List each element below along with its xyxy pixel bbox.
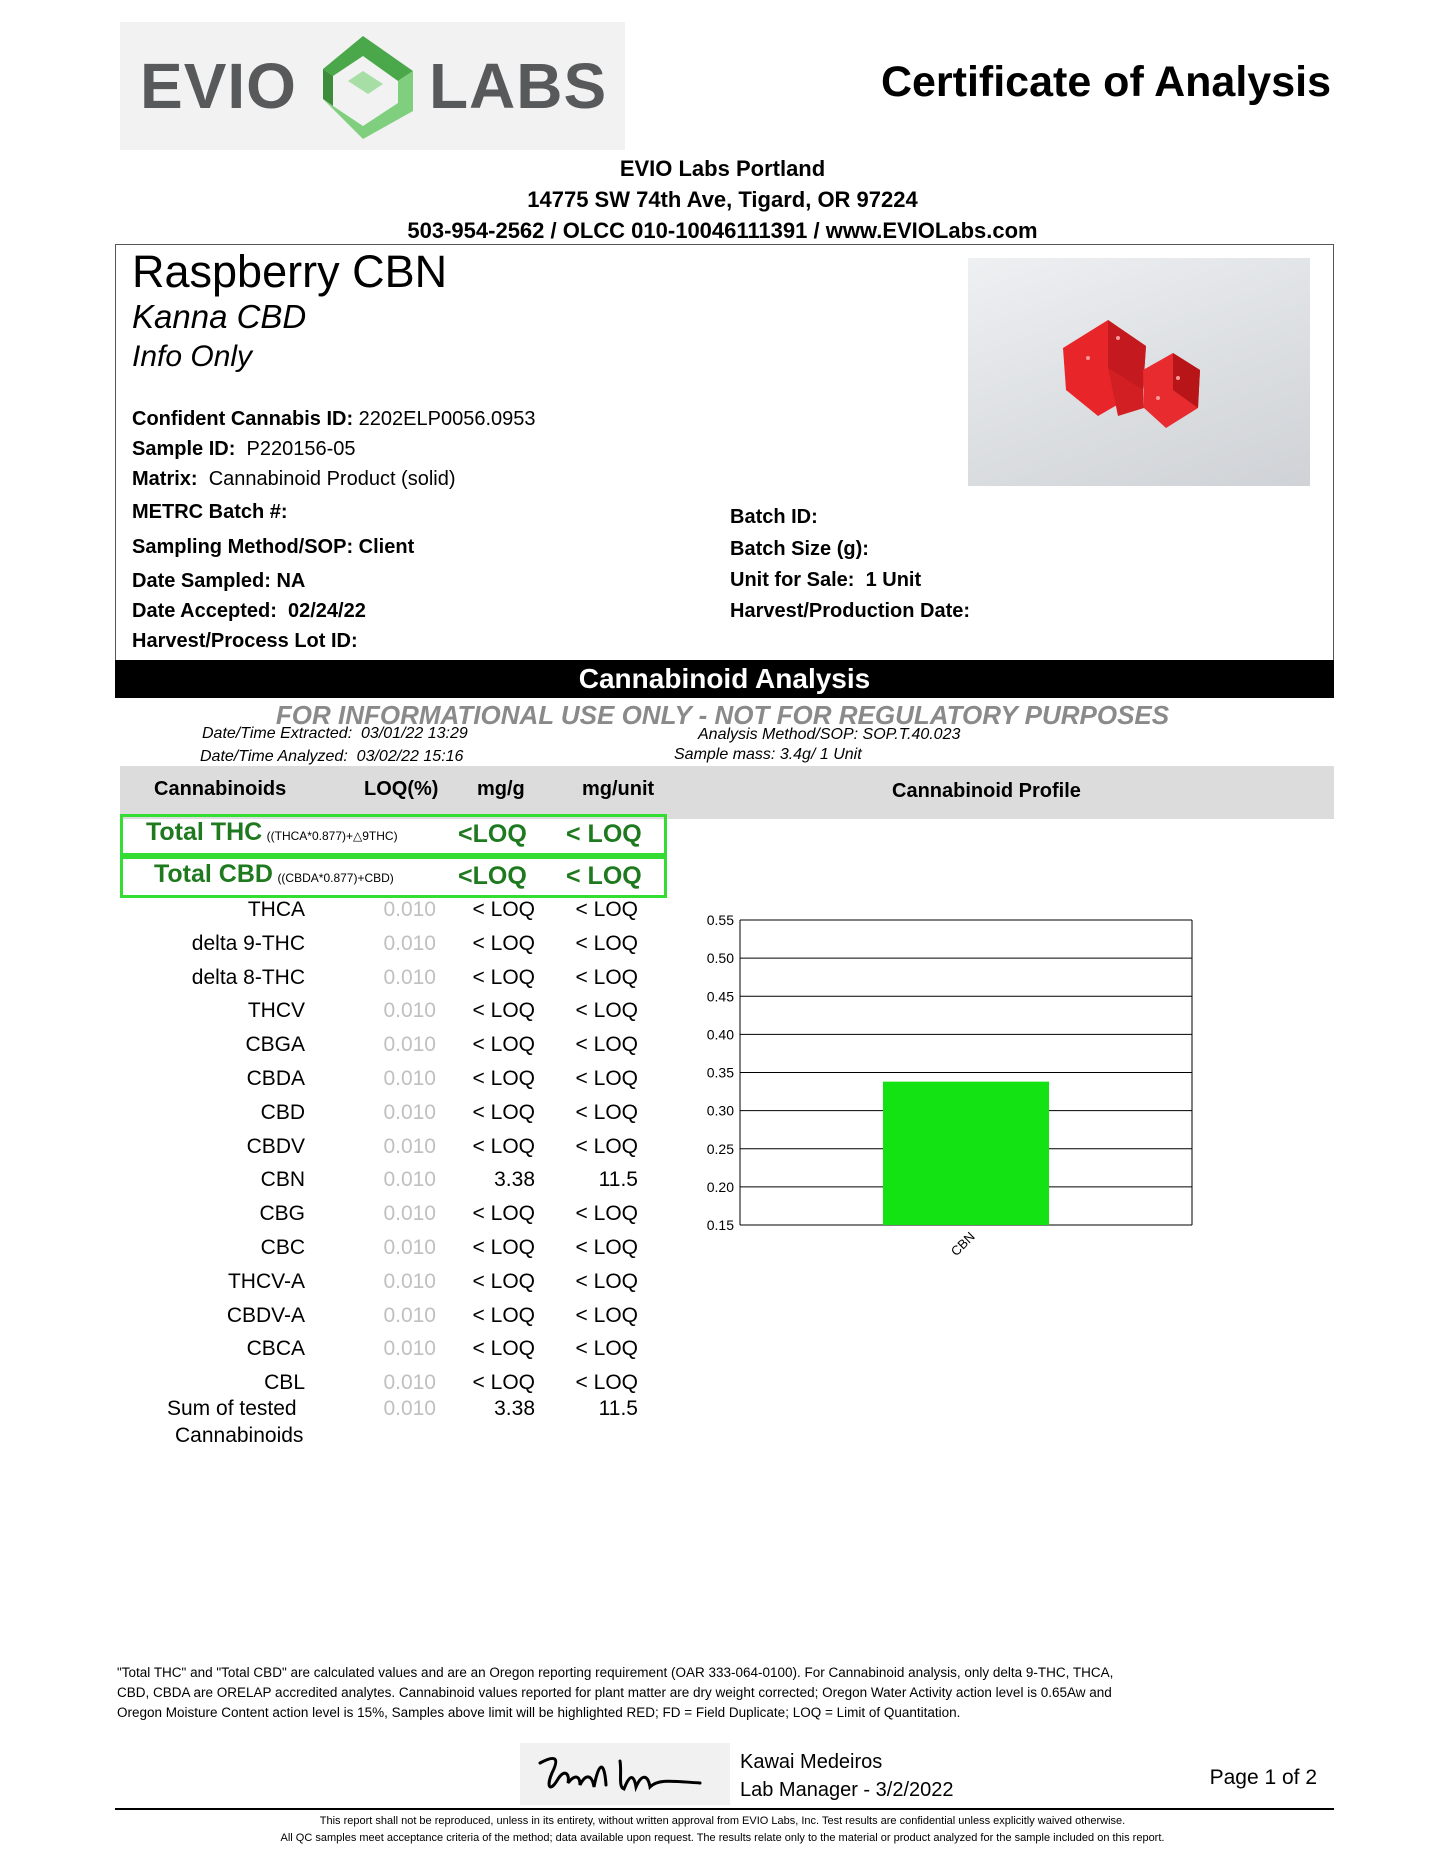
- footer-divider: [115, 1808, 1334, 1810]
- signature-icon: [520, 1743, 730, 1805]
- signer-block: [740, 1748, 954, 1804]
- sum-mg-g: 3.38: [494, 1397, 535, 1420]
- row-mg-g: < LOQ: [472, 1202, 535, 1225]
- row-mg-g: 3.38: [494, 1168, 535, 1191]
- lab-address: 14775 SW 74th Ave, Tigard, OR 97224: [527, 187, 918, 212]
- header-loq: LOQ(%): [364, 778, 439, 800]
- row-mg-unit: < LOQ: [575, 1202, 638, 1225]
- row-cannabinoid-name: CBL: [264, 1371, 305, 1394]
- total-thc-mg-g: <LOQ: [458, 820, 527, 848]
- chart-ytick-label: 0.20: [706, 1178, 734, 1195]
- chart-bar-cbn: [883, 1082, 1049, 1225]
- sum-label-line-2: Cannabinoids: [175, 1424, 304, 1447]
- row-cannabinoid-name: CBC: [260, 1236, 305, 1259]
- analysis-method: Analysis Method/SOP: SOP.T.40.023: [698, 726, 961, 743]
- row-cannabinoid-name: THCA: [247, 898, 305, 921]
- header-profile: Cannabinoid Profile: [892, 780, 1081, 802]
- total-thc-mg-unit: < LOQ: [566, 820, 642, 848]
- row-mg-unit: < LOQ: [575, 999, 638, 1022]
- chart-ytick-label: 0.25: [706, 1140, 734, 1157]
- row-loq: 0.010: [383, 1337, 436, 1360]
- sample-mass: Sample mass: 3.4g/ 1 Unit: [674, 746, 862, 763]
- row-mg-g: < LOQ: [472, 1101, 535, 1124]
- row-loq: 0.010: [383, 1202, 436, 1225]
- document-title: Certificate of Analysis: [880, 58, 1331, 106]
- row-mg-unit: 11.5: [598, 1168, 638, 1191]
- sampling-field: Sampling Method/SOP: Client: [132, 536, 415, 558]
- product-status: Info Only: [132, 340, 253, 373]
- chart-ytick-label: 0.40: [706, 1026, 734, 1043]
- row-cannabinoid-name: THCV: [247, 999, 305, 1022]
- row-cannabinoid-name: CBDV: [246, 1135, 305, 1158]
- row-cannabinoid-name: CBDV-A: [226, 1304, 305, 1327]
- sample-id-field: Sample ID: P220156-05: [132, 438, 356, 460]
- row-mg-unit: < LOQ: [575, 1337, 638, 1360]
- analysis-banner: Cannabinoid Analysis: [115, 660, 1334, 698]
- row-mg-g: < LOQ: [472, 1304, 535, 1327]
- row-mg-g: < LOQ: [472, 1033, 535, 1056]
- row-cannabinoid-name: THCV-A: [227, 1270, 305, 1293]
- row-cannabinoid-name: delta 9-THC: [191, 932, 305, 955]
- logo-text-right: LABS: [428, 50, 608, 122]
- row-loq: 0.010: [383, 1270, 436, 1293]
- row-mg-unit: < LOQ: [575, 1236, 638, 1259]
- cc-id-field: Confident Cannabis ID: 2202ELP0056.0953: [132, 408, 536, 430]
- logo: [120, 22, 625, 150]
- header-mg-g: mg/g: [477, 778, 525, 800]
- total-cbd-mg-unit: < LOQ: [566, 862, 642, 890]
- signer-name: Kawai Medeiros: [740, 1751, 883, 1773]
- chart-ytick-label: 0.45: [706, 988, 734, 1005]
- row-loq: 0.010: [383, 1135, 436, 1158]
- footnote: "Total THC" and "Total CBD" are calculated values and are an Oregon reporting requirement (OAR 333-064-0100). For Cannabinoid analysis, only delta 9-THC, THCA, CBD, CBDA are ORELAP accredited analytes. Cannabinoid values reported for plant matter are dry weight corrected; Oregon Water Activity action level is 0.65Aw and Oregon Moisture Content action level is 15%, Samples above limit will be highlighted RED; FD = Field Duplicate; LOQ = Limit of Quantitation.: [117, 1665, 1114, 1720]
- row-mg-g: < LOQ: [472, 999, 535, 1022]
- row-loq: 0.010: [383, 898, 436, 921]
- lab-contact: 503-954-2562 / OLCC 010-10046111391 / www.EVIOLabs.com: [407, 218, 1038, 243]
- row-loq: 0.010: [383, 1168, 436, 1191]
- batch-id-field: Batch ID:: [730, 506, 818, 528]
- row-loq: 0.010: [383, 966, 436, 989]
- harvest-date-field: Harvest/Production Date:: [730, 600, 971, 622]
- row-mg-g: < LOQ: [472, 1337, 535, 1360]
- gummy-image-icon: [968, 258, 1310, 486]
- row-mg-unit: < LOQ: [575, 898, 638, 921]
- date-accepted-field: Date Accepted: 02/24/22: [132, 600, 366, 622]
- row-mg-g: < LOQ: [472, 1135, 535, 1158]
- row-mg-unit: < LOQ: [575, 1101, 638, 1124]
- row-loq: 0.010: [383, 1033, 436, 1056]
- row-mg-g: < LOQ: [472, 1270, 535, 1293]
- informational-notice: FOR INFORMATIONAL USE ONLY - NOT FOR REGULATORY PURPOSES: [275, 700, 1170, 730]
- disclaimer-line-1: This report shall not be reproduced, unless in its entirety, without written approval from EVIO Labs, Inc. Test results are confidential unless explicitly waived otherwise.: [319, 1815, 1126, 1827]
- row-mg-unit: < LOQ: [575, 1067, 638, 1090]
- signer-title: Lab Manager - 3/2/2022: [740, 1779, 954, 1801]
- product-photo: [968, 258, 1310, 486]
- analyzed-datetime: Date/Time Analyzed: 03/02/22 15:16: [200, 748, 464, 765]
- chart-ytick-label: 0.35: [706, 1064, 734, 1081]
- row-loq: 0.010: [383, 932, 436, 955]
- total-thc-label: Total THC ((THCA*0.877)+△9THC): [146, 818, 398, 846]
- page-number: Page 1 of 2: [1209, 1766, 1317, 1789]
- row-mg-g: < LOQ: [472, 1236, 535, 1259]
- product-name: Raspberry CBN: [132, 246, 448, 297]
- row-cannabinoid-name: CBN: [260, 1168, 305, 1191]
- row-cannabinoid-name: CBCA: [246, 1337, 305, 1360]
- date-sampled-field: Date Sampled: NA: [132, 570, 306, 592]
- logo-mark-icon: [303, 31, 423, 141]
- row-mg-g: < LOQ: [472, 898, 535, 921]
- total-cbd-mg-g: <LOQ: [458, 862, 527, 890]
- chart-ytick-label: 0.30: [706, 1102, 734, 1119]
- row-mg-unit: < LOQ: [575, 932, 638, 955]
- harvest-lot-field: Harvest/Process Lot ID:: [132, 630, 358, 652]
- row-mg-unit: < LOQ: [575, 1270, 638, 1293]
- signature: [520, 1743, 730, 1805]
- batch-size-field: Batch Size (g):: [730, 538, 869, 560]
- table-header: [120, 766, 1334, 819]
- chart-ytick-label: 0.55: [706, 912, 734, 928]
- matrix-field: Matrix: Cannabinoid Product (solid): [132, 468, 456, 490]
- row-loq: 0.010: [383, 1236, 436, 1259]
- row-mg-unit: < LOQ: [575, 1371, 638, 1394]
- row-mg-g: < LOQ: [472, 966, 535, 989]
- sum-loq: 0.010: [383, 1397, 436, 1420]
- row-mg-unit: < LOQ: [575, 1135, 638, 1158]
- row-loq: 0.010: [383, 999, 436, 1022]
- sum-label-line-1: Sum of tested: [167, 1397, 297, 1420]
- row-mg-g: < LOQ: [472, 932, 535, 955]
- row-loq: 0.010: [383, 1304, 436, 1327]
- chart-xtick-label: CBN: [947, 1228, 978, 1259]
- row-mg-unit: < LOQ: [575, 966, 638, 989]
- row-cannabinoid-name: CBD: [260, 1101, 305, 1124]
- disclaimer-line-2: All QC samples meet acceptance criteria of the method; data available upon request. The results relate only to the material or product analyzed for the sample included on this report.: [280, 1832, 1165, 1844]
- row-loq: 0.010: [383, 1067, 436, 1090]
- row-loq: 0.010: [383, 1371, 436, 1394]
- cannabinoid-profile-chart: [690, 900, 1210, 1260]
- header-cannabinoids: Cannabinoids: [154, 778, 287, 800]
- chart-ytick-label: 0.15: [706, 1217, 734, 1233]
- header-mg-unit: mg/unit: [582, 778, 655, 800]
- metrc-field: METRC Batch #:: [132, 501, 288, 523]
- row-cannabinoid-name: CBG: [259, 1202, 305, 1225]
- total-cbd-label: Total CBD ((CBDA*0.877)+CBD): [154, 860, 394, 888]
- lab-name: EVIO Labs Portland: [619, 156, 826, 181]
- row-mg-g: < LOQ: [472, 1067, 535, 1090]
- row-cannabinoid-name: CBDA: [246, 1067, 305, 1090]
- extracted-datetime: Date/Time Extracted: 03/01/22 13:29: [202, 725, 468, 742]
- logo-text-left: EVIO: [140, 50, 297, 122]
- product-brand: Kanna CBD: [132, 298, 307, 335]
- row-loq: 0.010: [383, 1101, 436, 1124]
- chart-ytick-label: 0.50: [706, 950, 734, 967]
- row-mg-unit: < LOQ: [575, 1304, 638, 1327]
- row-cannabinoid-name: delta 8-THC: [191, 966, 305, 989]
- row-cannabinoid-name: CBGA: [245, 1033, 305, 1056]
- row-mg-g: < LOQ: [472, 1371, 535, 1394]
- unit-sale-field: Unit for Sale: 1 Unit: [730, 569, 922, 591]
- sum-mg-unit: 11.5: [598, 1397, 638, 1420]
- row-mg-unit: < LOQ: [575, 1033, 638, 1056]
